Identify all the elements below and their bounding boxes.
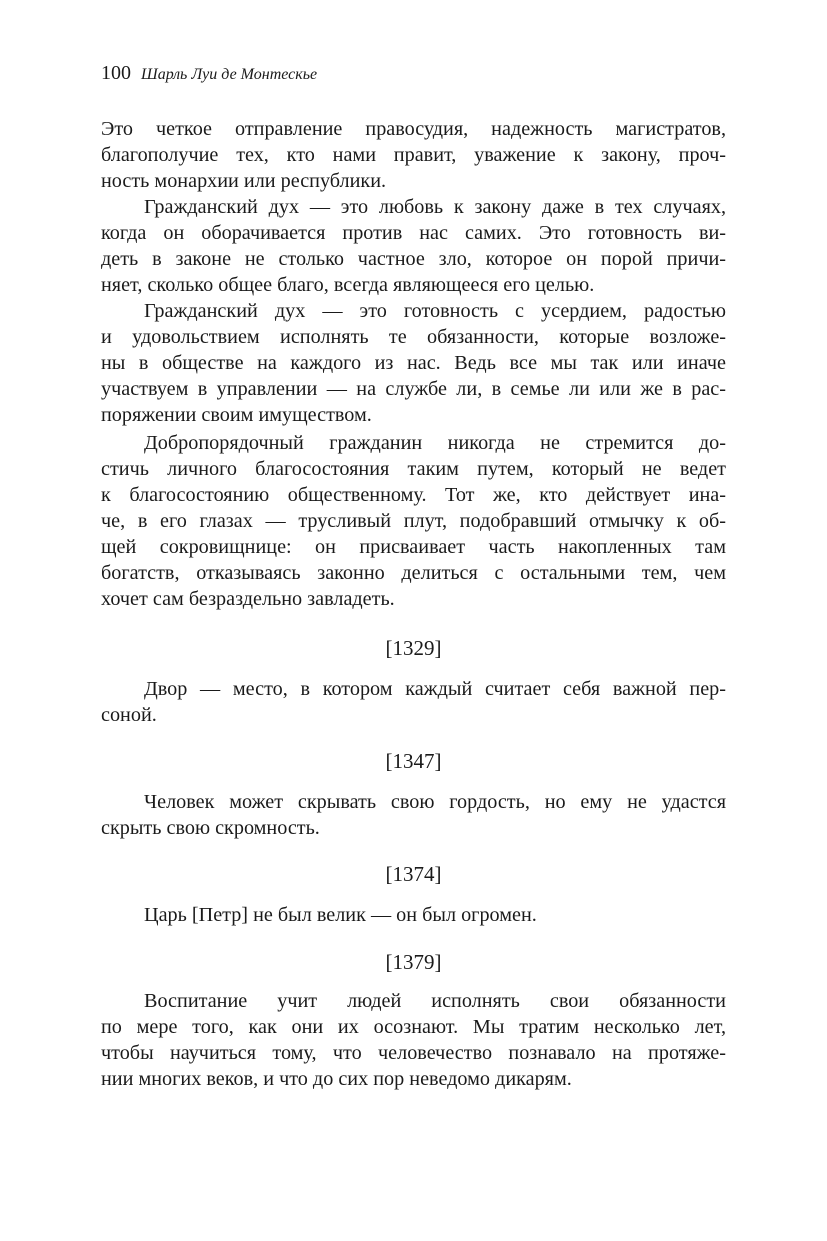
text-line: по мере того, как они их осознают. Мы тратим несколько лет,	[101, 1016, 726, 1038]
text-line: скрыть свою скромность.	[101, 817, 320, 839]
text-line: Царь [Петр] не был велик — он был огромен.	[144, 904, 537, 926]
text-line: Гражданский дух — это готовность с усердием, радостью	[144, 300, 726, 322]
text-line: когда он оборачивается против нас самих. Это готовность ви-	[101, 222, 726, 244]
section-number: [1347]	[385, 749, 442, 773]
page-header	[101, 62, 317, 90]
text-line: Воспитание учит людей исполнять свои обязанности	[144, 990, 726, 1012]
text-line: богатств, отказываясь законно делиться с остальными тем, чем	[101, 562, 726, 584]
text-line: участвуем в управлении — на службе ли, в семье ли или же в рас-	[101, 378, 726, 400]
section-number: [1379]	[385, 950, 442, 974]
text-line: поряжении своим имуществом.	[101, 404, 372, 426]
text-line: няет, сколько общее благо, всегда являющееся его целью.	[101, 274, 595, 296]
text-line: деть в законе не столько частное зло, которое он порой причи-	[101, 248, 726, 270]
page-number: 100	[101, 62, 131, 84]
section-number: [1374]	[385, 862, 442, 886]
text-line: Двор — место, в котором каждый считает себя важной пер-	[144, 678, 726, 700]
text-line: к благосостоянию общественному. Тот же, кто действует ина-	[101, 484, 726, 506]
running-title: Шарль Луи де Монтескье	[141, 66, 318, 83]
text-line: соной.	[101, 704, 157, 726]
text-line: Человек может скрывать свою гордость, но ему не удастся	[144, 791, 726, 813]
section-number: [1329]	[385, 636, 442, 660]
text-line: щей сокровищнице: он присваивает часть накопленных там	[101, 536, 726, 558]
text-line: нии многих веков, и что до сих пор неведомо дикарям.	[101, 1068, 572, 1090]
text-line: благополучие тех, кто нами правит, уважение к закону, проч-	[101, 144, 726, 166]
text-line: хочет сам безраздельно завладеть.	[101, 588, 395, 610]
text-line: ны в обществе на каждого из нас. Ведь все мы так или иначе	[101, 352, 726, 374]
text-line: че, в его глазах — трусливый плут, подобравший отмычку к об-	[101, 510, 726, 532]
text-line: чтобы научиться тому, что человечество познавало на протяже-	[101, 1042, 726, 1064]
text-line: Гражданский дух — это любовь к закону даже в тех случаях,	[144, 196, 726, 218]
text-line: и удовольствием исполнять те обязанности, которые возложе-	[101, 326, 726, 348]
text-line: стичь личного благосостояния таким путем, который не ведет	[101, 458, 726, 480]
text-line: Добропорядочный гражданин никогда не стремится до-	[144, 432, 726, 454]
text-line: ность монархии или республики.	[101, 170, 387, 192]
text-line: Это четкое отправление правосудия, надежность магистратов,	[101, 118, 726, 140]
